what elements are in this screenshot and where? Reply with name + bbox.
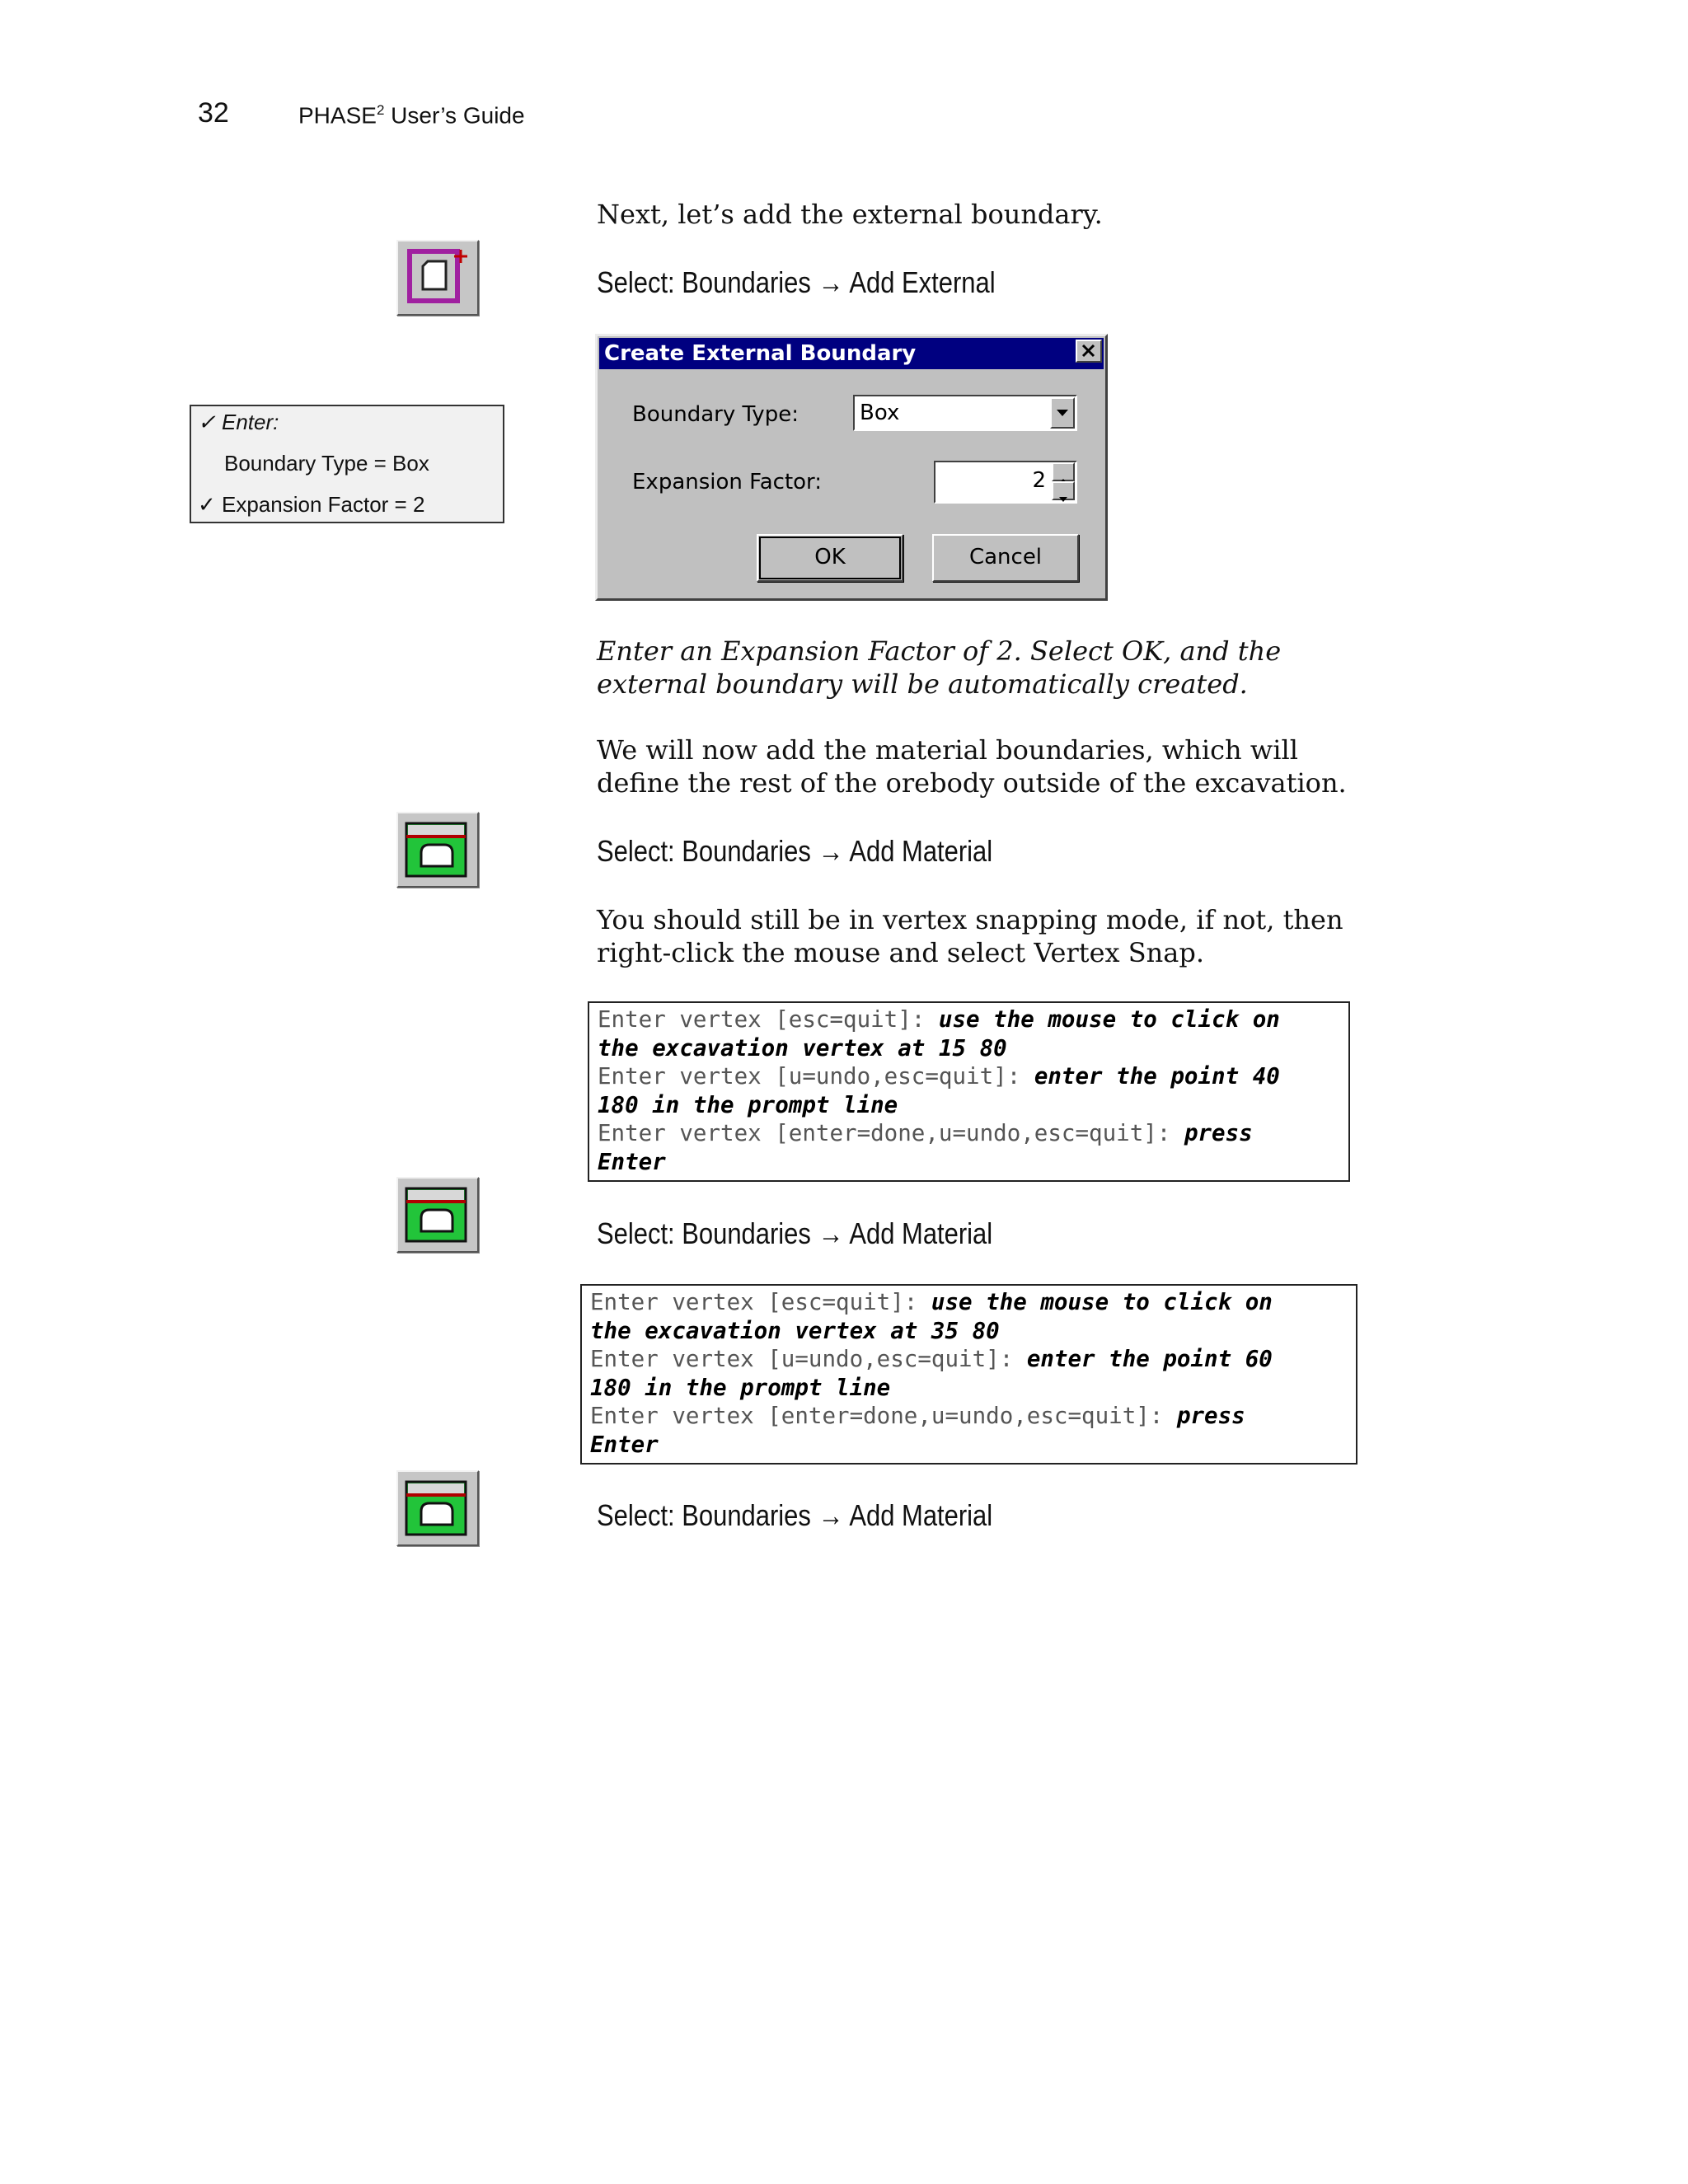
snap-paragraph-line-2: right-click the mouse and select Vertex Snap. xyxy=(597,937,1205,968)
instruction-text: use the mouse to click on xyxy=(931,1289,1273,1315)
boundary-type-label: Boundary Type: xyxy=(632,402,799,427)
vertex-prompt-box-2 xyxy=(580,1284,1357,1465)
prompt-line xyxy=(590,1402,1356,1431)
prompt-line xyxy=(598,1062,1348,1091)
guide-title-rest: User’s Guide xyxy=(384,102,525,129)
expansion-factor-value: 2 xyxy=(1032,468,1046,493)
prompt-text: Enter vertex [u=undo,esc=quit]: xyxy=(598,1063,1034,1090)
instruction-text: press xyxy=(1184,1120,1253,1146)
instruction-text: press xyxy=(1176,1403,1245,1429)
guide-title-superscript: 2 xyxy=(376,102,385,118)
add-material-boundary-icon xyxy=(396,1177,479,1253)
note-boundary-type: Boundary Type = Box xyxy=(224,451,429,476)
enter-values-note xyxy=(190,405,504,523)
page-number: 32 xyxy=(198,97,229,129)
select-add-material-1: Select: Boundaries → Add Material xyxy=(597,834,993,868)
prompt-text: Enter vertex [esc=quit]: xyxy=(598,1006,939,1033)
select-add-material-3: Select: Boundaries → Add Material xyxy=(597,1498,993,1532)
material-paragraph-line-2: define the rest of the orebody outside of the excavation. xyxy=(597,767,1347,799)
guide-title-main: PHASE xyxy=(298,102,377,129)
prompt-line xyxy=(590,1288,1356,1317)
instruction-text: 180 in the prompt line xyxy=(598,1091,898,1118)
ok-button[interactable]: OK xyxy=(757,534,903,582)
prompt-line xyxy=(598,1005,1348,1034)
boundary-type-select[interactable] xyxy=(853,395,1077,431)
close-icon xyxy=(1077,341,1100,361)
instruction-text: use the mouse to click on xyxy=(938,1006,1280,1033)
instruction-text: Enter xyxy=(598,1148,666,1175)
instruction-text: 180 in the prompt line xyxy=(590,1374,891,1401)
note-enter: ✓ Enter: xyxy=(198,410,279,434)
expansion-instruction-line-2: external boundary will be automatically created. xyxy=(597,668,1248,700)
select-add-material-2: Select: Boundaries → Add Material xyxy=(597,1216,993,1250)
instruction-text: enter the point 60 xyxy=(1026,1346,1273,1372)
cancel-button[interactable]: Cancel xyxy=(932,534,1079,582)
add-material-boundary-icon xyxy=(396,1470,479,1546)
dialog-close-button[interactable] xyxy=(1076,340,1102,363)
dialog-title-bar xyxy=(599,338,1104,369)
prompt-line xyxy=(598,1119,1348,1148)
expansion-factor-input[interactable] xyxy=(934,461,1077,504)
add-external-boundary-icon xyxy=(396,240,479,316)
dialog-title: Create External Boundary xyxy=(604,341,917,366)
boundary-type-dropdown-button[interactable] xyxy=(1050,397,1075,429)
instruction-text: Enter xyxy=(590,1431,659,1458)
add-material-boundary-icon xyxy=(396,812,479,888)
intro-paragraph: Next, let’s add the external boundary. xyxy=(597,199,1103,230)
expansion-factor-label: Expansion Factor: xyxy=(632,470,823,494)
instruction-text: the excavation vertex at 35 80 xyxy=(590,1317,1000,1344)
prompt-text: Enter vertex [esc=quit]: xyxy=(590,1289,931,1315)
chevron-down-icon xyxy=(1052,399,1073,427)
expansion-instruction-line-1: Enter an Expansion Factor of 2. Select OK, and the xyxy=(597,635,1282,667)
prompt-line xyxy=(590,1345,1356,1374)
create-external-boundary-dialog xyxy=(595,334,1108,601)
note-expansion-factor: ✓ Expansion Factor = 2 xyxy=(198,492,425,517)
spin-down-icon xyxy=(1053,492,1073,508)
vertex-prompt-box-1 xyxy=(588,1001,1350,1182)
instruction-text: enter the point 40 xyxy=(1034,1063,1280,1090)
material-paragraph-line-1: We will now add the material boundaries, which will xyxy=(597,734,1298,766)
expansion-factor-spin-up[interactable] xyxy=(1052,462,1075,481)
expansion-factor-spin-down[interactable] xyxy=(1052,481,1075,500)
prompt-text: Enter vertex [enter=done,u=undo,esc=quit]: xyxy=(598,1120,1184,1146)
prompt-text: Enter vertex [u=undo,esc=quit]: xyxy=(590,1346,1027,1372)
prompt-text: Enter vertex [enter=done,u=undo,esc=quit]: xyxy=(590,1403,1177,1429)
snap-paragraph-line-1: You should still be in vertex snapping mode, if not, then xyxy=(597,904,1343,935)
select-add-external: Select: Boundaries → Add External xyxy=(597,265,996,299)
guide-title xyxy=(298,102,525,129)
boundary-type-value: Box xyxy=(860,401,900,425)
instruction-text: the excavation vertex at 15 80 xyxy=(598,1034,1007,1062)
